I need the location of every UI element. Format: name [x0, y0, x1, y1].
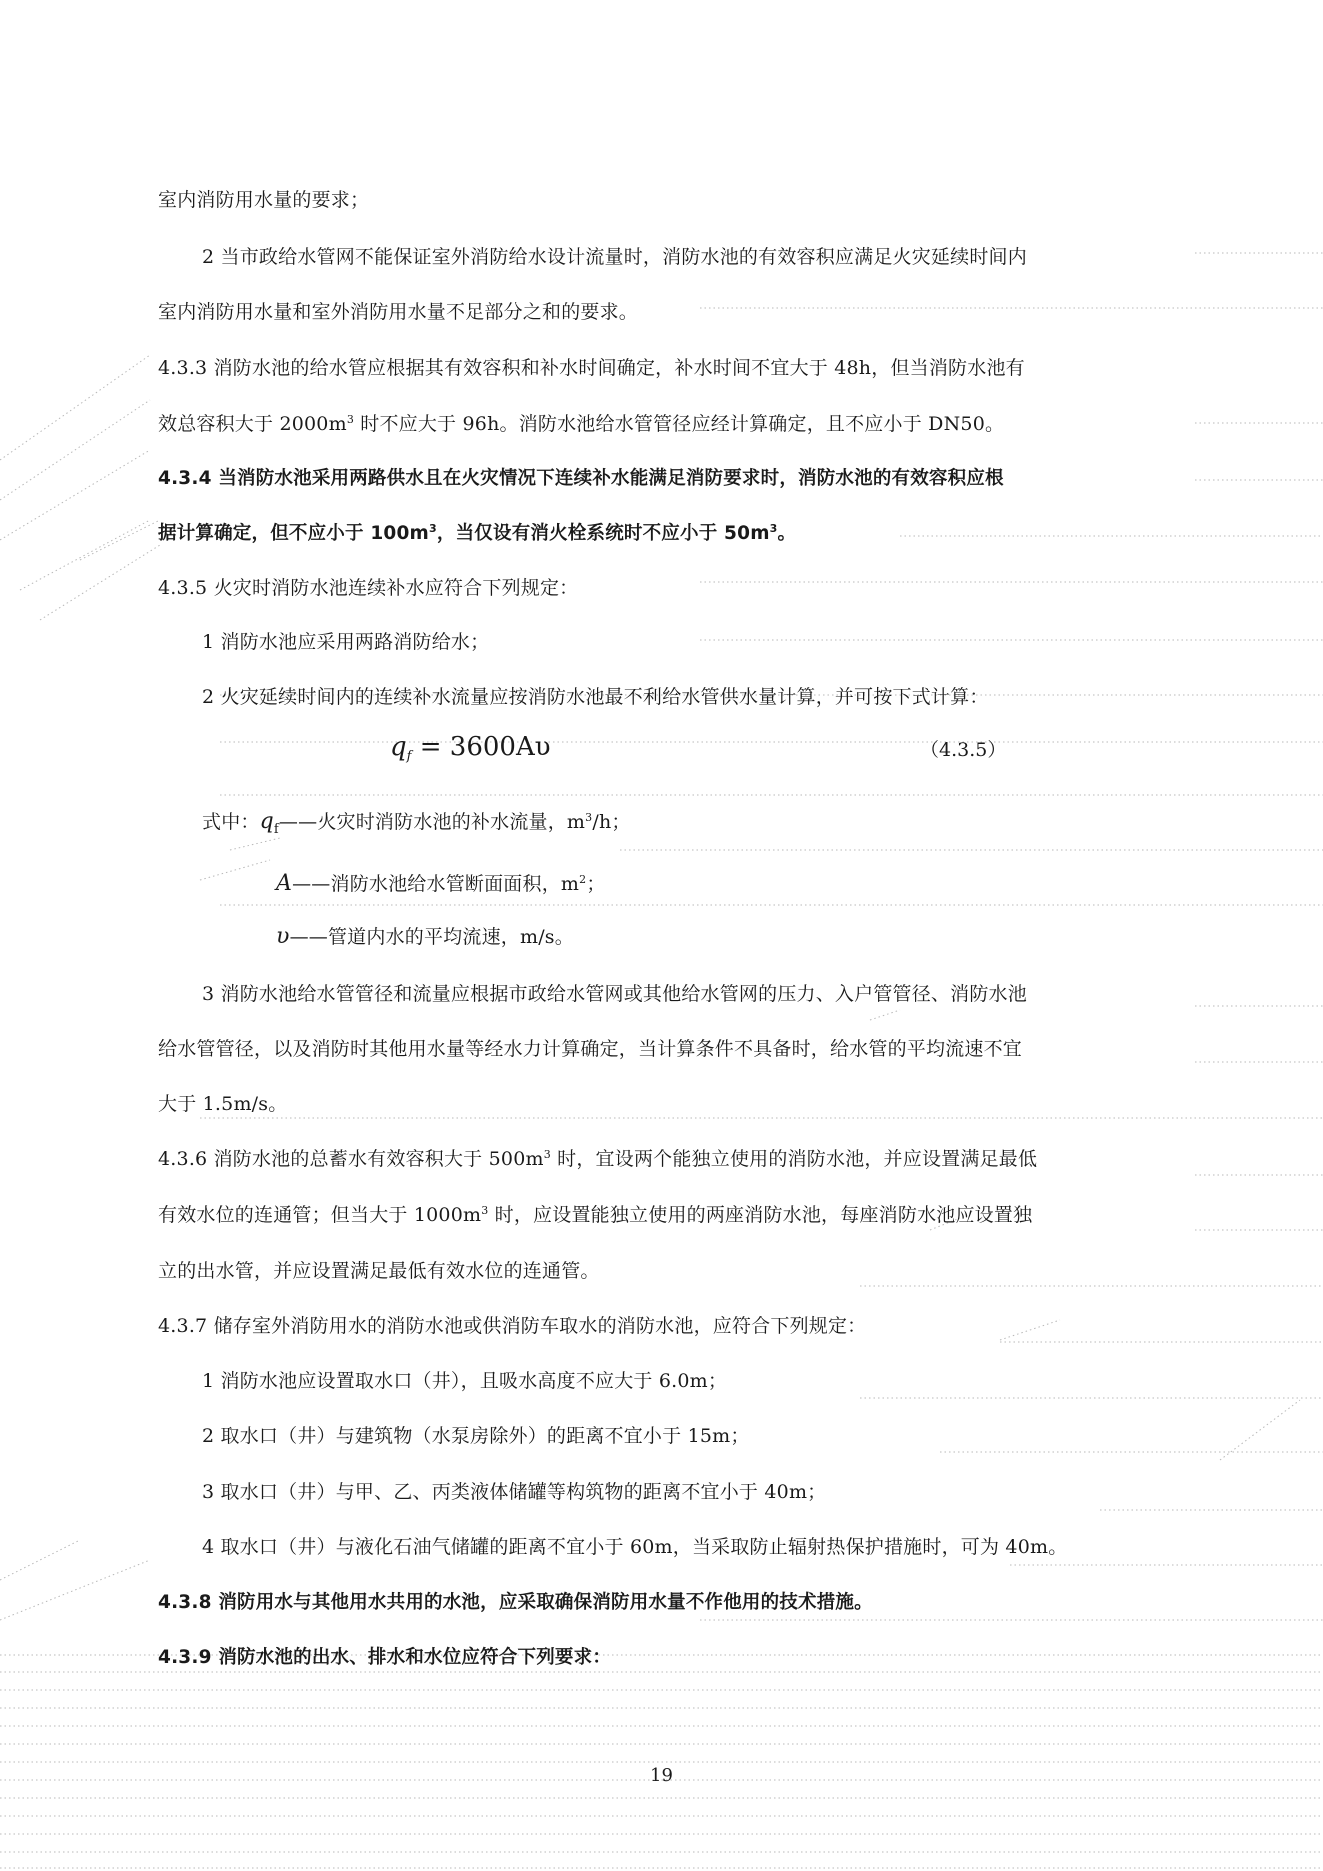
where-line — [276, 872, 606, 896]
where-line — [202, 809, 631, 837]
clause-4-3-4: 4.3.4 当消防水池采用两路供水且在火灾情况下连续补水能满足消防要求时，消防水池的有效容积应根 — [158, 468, 1004, 489]
text-fragment: ——火灾时消防水池的补水流量，m — [278, 811, 586, 833]
text-line: 给水管管径，以及消防时其他用水量等经水力计算确定，当计算条件不具备时，给水管的平均流速不宜 — [158, 1038, 1023, 1060]
symbol: υ — [276, 924, 290, 949]
superscript: 3 — [769, 522, 778, 535]
text-line: 2 火灾延续时间内的连续补水流量应按消防水池最不利给水管供水量计算，并可按下式计算： — [202, 686, 989, 708]
text-line: 1 消防水池应采用两路消防给水； — [202, 631, 490, 653]
text-fragment: 效总容积大于 2000m — [158, 413, 347, 435]
text-line: 室内消防用水量的要求； — [158, 189, 370, 211]
clause-4-3-7: 4.3.7 储存室外消防用水的消防水池或供消防车取水的消防水池，应符合下列规定： — [158, 1315, 867, 1337]
formula-number: （4.3.5） — [920, 739, 1007, 761]
formula — [390, 732, 551, 762]
subscript: f — [273, 822, 279, 837]
superscript: 3 — [429, 522, 437, 535]
text-fragment: /h； — [592, 811, 631, 833]
superscript: 3 — [585, 811, 593, 824]
text-fragment: 4.3.6 消防水池的总蓄水有效容积大于 500m — [158, 1148, 544, 1170]
clause-4-3-8: 4.3.8 消防用水与其他用水共用的水池，应采取确保消防用水量不作他用的技术措施。 — [158, 1592, 873, 1613]
text-fragment: 时，宜设两个能独立使用的消防水池，并应设置满足最低 — [550, 1148, 1038, 1170]
text-line — [158, 412, 1004, 436]
text-fragment: ； — [586, 873, 606, 895]
text-line: 1 消防水池应设置取水口（井），且吸水高度不应大于 6.0m； — [202, 1370, 728, 1392]
formula-rhs: = 3600Aυ — [411, 732, 551, 762]
text-fragment: 时不应大于 96h。消防水池给水管管径应经计算确定，且不应小于 DN50。 — [354, 413, 1005, 435]
text-line: 2 当市政给水管网不能保证室外消防给水设计流量时，消防水池的有效容积应满足火灾延续时间内 — [202, 246, 1027, 268]
where-line — [276, 925, 574, 949]
symbol: A — [276, 871, 293, 896]
clause-4-3-5: 4.3.5 火灾时消防水池连续补水应符合下列规定： — [158, 577, 579, 599]
text-fragment: 时，应设置能独立使用的两座消防水池，每座消防水池应设置独 — [488, 1204, 1033, 1226]
formula-symbol: q — [390, 732, 407, 762]
text-line: 4 取水口（井）与液化石油气储罐的距离不宜小于 60m，当采取防止辐射热保护措施时，可为 40m。 — [202, 1536, 1068, 1558]
superscript: 2 — [579, 873, 587, 886]
superscript: 3 — [481, 1204, 489, 1217]
clause-4-3-3: 4.3.3 消防水池的给水管应根据其有效容积和补水时间确定，补水时间不宜大于 48h，但当消防水池有 — [158, 357, 1025, 379]
text-line: 3 取水口（井）与甲、乙、丙类液体储罐等构筑物的距离不宜小于 40m； — [202, 1481, 827, 1503]
superscript: 3 — [543, 1148, 551, 1161]
text-fragment: 。 — [777, 523, 797, 544]
symbol: q — [259, 809, 274, 834]
text-fragment: 式中： — [202, 811, 260, 833]
text-line: 立的出水管，并应设置满足最低有效水位的连通管。 — [158, 1260, 600, 1282]
superscript: 3 — [346, 413, 355, 426]
text-fragment: ——管道内水的平均流速，m/s。 — [289, 926, 574, 948]
text-line — [158, 522, 796, 546]
text-line: 3 消防水池给水管管径和流量应根据市政给水管网或其他给水管网的压力、入户管管径、消防水池 — [202, 983, 1027, 1005]
text-line: 2 取水口（井）与建筑物（水泵房除外）的距离不宜小于 15m； — [202, 1425, 750, 1447]
text-fragment: ——消防水池给水管断面面积，m — [292, 873, 580, 895]
clause-4-3-6 — [158, 1147, 1037, 1171]
text-fragment: ，当仅设有消火栓系统时不应小于 50m — [436, 523, 770, 544]
text-fragment: 有效水位的连通管；但当大于 1000m — [158, 1204, 482, 1226]
subscript: f — [406, 749, 412, 764]
text-line: 大于 1.5m/s。 — [158, 1093, 288, 1115]
text-line — [158, 1203, 1032, 1227]
text-fragment: 据计算确定，但不应小于 100m — [158, 523, 430, 544]
page-number: 19 — [650, 1765, 673, 1786]
clause-4-3-9: 4.3.9 消防水池的出水、排水和水位应符合下列要求： — [158, 1647, 612, 1668]
text-line: 室内消防用水量和室外消防用水量不足部分之和的要求。 — [158, 301, 639, 323]
